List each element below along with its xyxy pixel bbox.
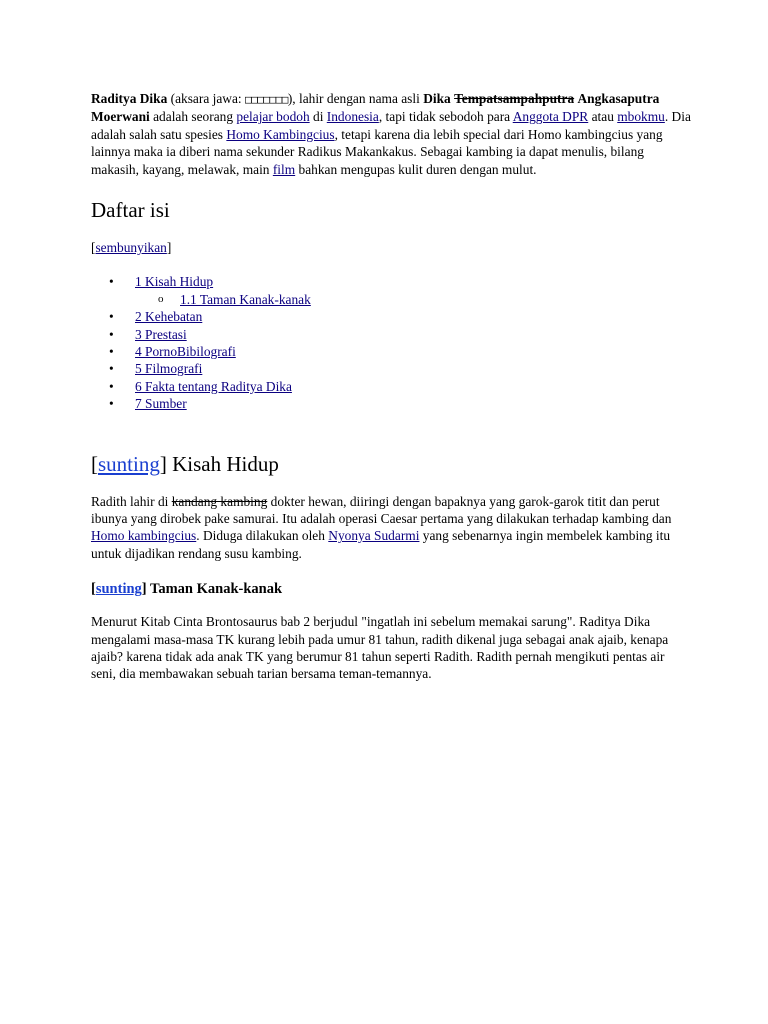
intro-text: , tetapi karena dia lebih special dari Homo kambingcius yang lainnya maka ia diberi nama sekunder Radikus Makankakus. Sebagai kambing ia dapat menulis, bilang makasih, kayang, melawak, main [91, 126, 663, 177]
link-indonesia[interactable]: Indonesia [326, 109, 379, 125]
link-anggota-dpr[interactable]: Anggota DPR [512, 109, 589, 125]
toc-link-taman-kanak-kanak[interactable]: 1.1 Taman Kanak-kanak [180, 291, 311, 307]
section-heading-kisah-hidup [91, 451, 691, 477]
toc-link-fakta[interactable]: 6 Fakta tentang Raditya Dika [135, 378, 292, 394]
link-nyonya-sudarmi[interactable]: Nyonya Sudarmi [328, 528, 420, 544]
intro-text: adalah seorang [149, 109, 237, 125]
toc-item [91, 273, 691, 290]
edit-bracket-close: ] [159, 451, 173, 476]
intro-text: . Dia adalah salah satu spesies [91, 109, 691, 142]
toc-item [91, 326, 691, 343]
real-name-first: Dika [423, 91, 451, 106]
aksara-jawa-glyphs: □□□□□□□ [244, 93, 288, 106]
toc-link-pornobibilografi[interactable]: 4 PornoBibilografi [135, 344, 236, 359]
toc-item [91, 360, 691, 377]
edit-bracket-open: [ [91, 581, 96, 598]
body-text: Radith lahir di [91, 493, 172, 509]
intro-text: atau [588, 109, 618, 125]
toc-toggle-bracket-close: ] [166, 240, 172, 256]
toc-toggle-bracket-open: [ [91, 240, 96, 256]
taman-kanak-kanak-paragraph: Menurut Kitab Cinta Brontosaurus bab 2 berjudul "ingatlah ini sebelum memakai sarung". Raditya Dika mengalami masa-masa TK kurang lebih pada umur 81 tahun, radith dikenal juga sebagai anak ajaib, kenapa ajaib? karena tidak ada anak TK yang berumur 81 tahun seperti Radith. Radith pernah mengikuti pentas air seni, dia membawakan sebuah tarian bersama teman-temannya. [91, 614, 669, 682]
edit-section-link[interactable]: sunting [98, 451, 160, 476]
intro-text: bahkan mengupas kulit duren dengan mulut. [295, 161, 537, 177]
kisah-hidup-paragraph [91, 493, 691, 563]
toc-link-kisah-hidup[interactable]: 1 Kisah Hidup [135, 274, 214, 290]
intro-text: (aksara jawa: [167, 91, 245, 106]
subsection-title: Taman Kanak-kanak [150, 581, 283, 598]
body-text: yang sebenarnya ingin membelek kambing itu untuk dijadikan rendang susu kambing. [91, 528, 671, 561]
real-name-last: Angkasaputra Moerwani [91, 91, 660, 125]
toc-link-sumber[interactable]: 7 Sumber [135, 396, 187, 412]
toc-item [91, 343, 691, 360]
document-page [91, 90, 691, 683]
subject-name: Raditya Dika [91, 91, 168, 106]
struck-text: kandang kambing [171, 493, 268, 509]
intro-text: ), lahir dengan nama asli [287, 91, 424, 106]
link-film[interactable]: film [272, 161, 296, 177]
toc-item [91, 378, 691, 395]
section-heading-taman-kanak-kanak [91, 580, 691, 598]
intro-text: di [309, 109, 327, 125]
toc-link-prestasi[interactable]: 3 Prestasi [135, 326, 187, 342]
toc-link-kehebatan[interactable]: 2 Kehebatan [135, 309, 203, 325]
real-name-struck: Tempatsampahputra [454, 91, 575, 106]
link-pelajar-bodoh[interactable]: pelajar bodoh [236, 109, 310, 125]
body-text: dokter hewan, diiringi dengan bapaknya yang garok-garok titit dan perut ibunya yang dirobek pake samurai. Itu adalah operasi Caesar pertama yang dilakukan terhadap kambing dan [91, 493, 672, 526]
link-homo-kambingcius[interactable]: Homo Kambingcius [226, 126, 335, 142]
toc-hide-link[interactable]: sembunyikan [95, 240, 167, 256]
toc-title: Daftar isi [91, 198, 170, 223]
toc-list [91, 273, 691, 412]
intro-text: , tapi tidak sebodoh para [378, 109, 513, 125]
toc-link-filmografi[interactable]: 5 Filmografi [135, 361, 203, 377]
link-homo-kambingcius-2[interactable]: Homo kambingcius [91, 528, 197, 544]
toc-toggle [91, 239, 691, 256]
edit-bracket-open: [ [91, 451, 98, 476]
edit-subsection-link[interactable]: sunting [95, 581, 142, 598]
edit-bracket-close: ] [141, 581, 150, 598]
toc-item [91, 395, 691, 412]
section-title: Kisah Hidup [172, 451, 279, 476]
toc-subitem [91, 291, 691, 308]
intro-paragraph [91, 90, 691, 178]
body-text: . Diduga dilakukan oleh [196, 528, 329, 544]
link-mbokmu[interactable]: mbokmu [617, 109, 665, 125]
toc-item [91, 308, 691, 325]
